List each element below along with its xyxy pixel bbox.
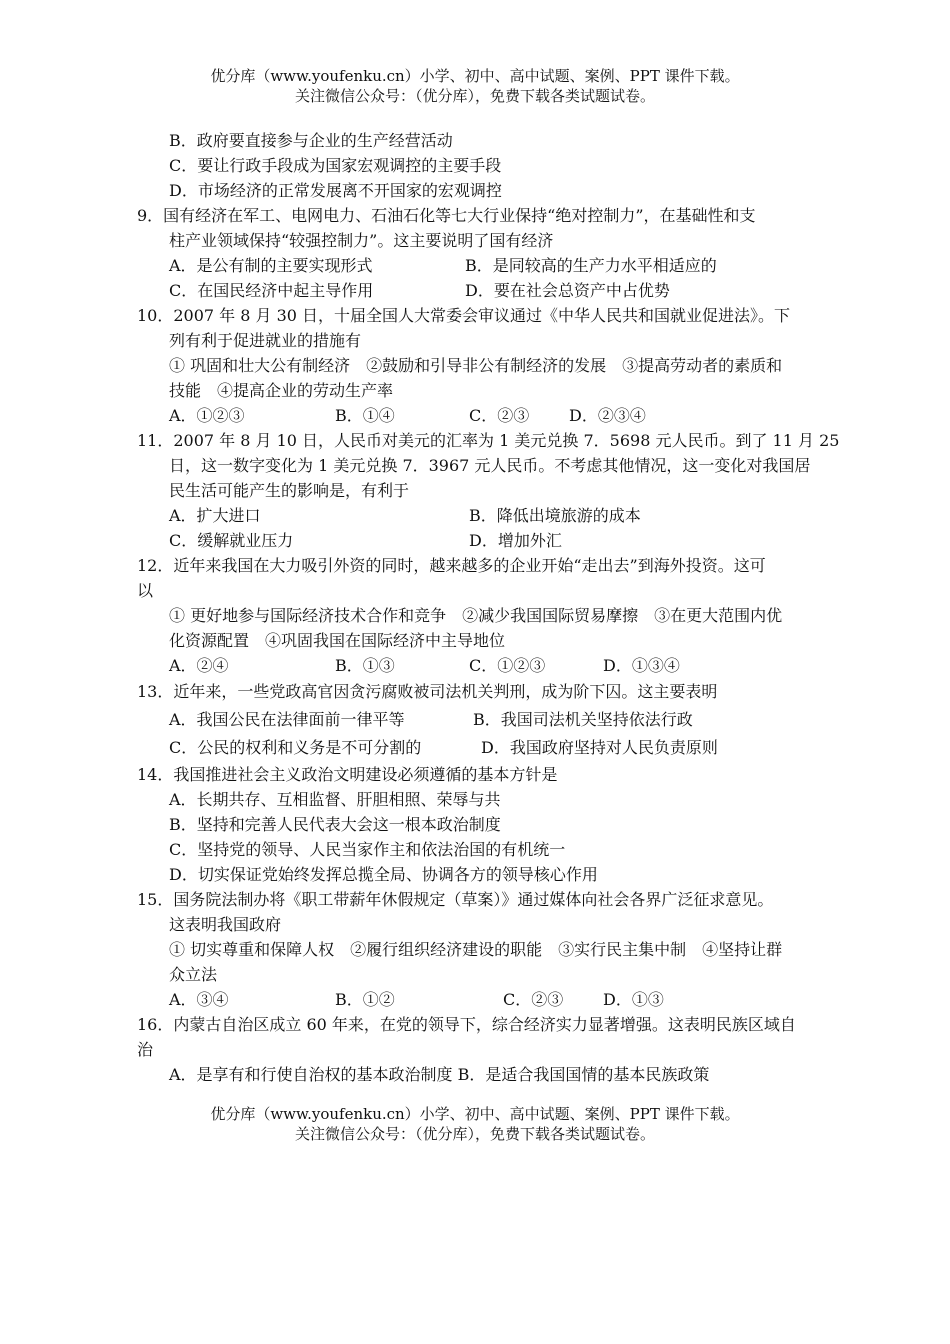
q15-stem-line-1: 15．国务院法制办将《职工带薪年休假规定（草案）》通过媒体向社会各界广泛征求意见。 xyxy=(137,890,774,909)
q15-statements-line-1: ① 切实尊重和保障人权 ②履行组织经济建设的职能 ③实行民主集中制 ④坚持让群 xyxy=(169,940,783,959)
q10-stem-line-2: 列有利于促进就业的措施有 xyxy=(169,331,362,350)
question-16 xyxy=(137,1012,817,1087)
q14-option-d: D．切实保证党始终发挥总揽全局、协调各方的领导核心作用 xyxy=(169,865,598,884)
q13-option-d: D．我国政府坚持对人民负责原则 xyxy=(481,738,718,757)
q10-option-d: D．②③④ xyxy=(569,406,646,425)
q9-stem-line-1: 9．国有经济在军工、电网电力、石油石化等七大行业保持“绝对控制力”，在基础性和支 xyxy=(137,206,756,225)
q11-option-a: A．扩大进口 xyxy=(169,506,261,525)
page-header xyxy=(0,66,950,106)
q13-options-row-2 xyxy=(137,734,817,762)
q9-option-c: C．在国民经济中起主导作用 xyxy=(169,281,374,300)
q13-options-row-1 xyxy=(137,706,817,734)
q12-option-d: D．①③④ xyxy=(603,656,680,675)
q15-options-row xyxy=(137,987,817,1012)
q11-options-row-1 xyxy=(137,503,817,528)
q10-statements-line-1: ① 巩固和壮大公有制经济 ②鼓励和引导非公有制经济的发展 ③提高劳动者的素质和 xyxy=(169,356,783,375)
q12-option-b: B．①③ xyxy=(335,656,395,675)
q9-stem-line-2: 柱产业领域保持“较强控制力”。这主要说明了国有经济 xyxy=(169,231,554,250)
q16-stem-line-1: 16．内蒙古自治区成立 60 年来，在党的领导下，综合经济实力显著增强。这表明民族区域自 xyxy=(137,1015,796,1034)
q15-option-b: B．①② xyxy=(335,990,395,1009)
header-line-2: 关注微信公众号：（优分库），免费下载各类试题试卷。 xyxy=(294,87,655,105)
q16-options-row: A．是享有和行使自治权的基本政治制度 B．是适合我国国情的基本民族政策 xyxy=(169,1065,710,1084)
q15-statements-line-2: 众立法 xyxy=(169,965,218,984)
q9-option-a: A．是公有制的主要实现形式 xyxy=(169,256,373,275)
q12-option-c: C．①②③ xyxy=(469,656,546,675)
footer-line-2: 关注微信公众号：（优分库），免费下载各类试题试卷。 xyxy=(294,1125,655,1143)
q12-statements-line-1: ① 更好地参与国际经济技术合作和竞争 ②减少我国国际贸易摩擦 ③在更大范围内优 xyxy=(169,606,783,625)
q13-option-c: C．公民的权利和义务是不可分割的 xyxy=(169,738,422,757)
q11-options-row-2 xyxy=(137,528,817,553)
q9-options-row-1 xyxy=(137,253,817,278)
footer-line-1: 优分库（www.youfenku.cn）小学、初中、高中试题、案例、PPT 课件下载。 xyxy=(210,1105,740,1123)
question-11 xyxy=(137,428,840,553)
q14-option-c: C．坚持党的领导、人民当家作主和依法治国的有机统一 xyxy=(169,840,566,859)
header-line-1: 优分库（www.youfenku.cn）小学、初中、高中试题、案例、PPT 课件下载。 xyxy=(210,67,740,85)
q8-option-c: C．要让行政手段成为国家宏观调控的主要手段 xyxy=(169,156,502,175)
q11-option-c: C．缓解就业压力 xyxy=(169,531,294,550)
q13-option-b: B．我国司法机关坚持依法行政 xyxy=(473,710,693,729)
question-13 xyxy=(137,678,817,762)
q14-option-a: A．长期共存、互相监督、肝胆相照、荣辱与共 xyxy=(169,790,501,809)
q12-statements-line-2: 化资源配置 ④巩固我国在国际经济中主导地位 xyxy=(169,631,506,650)
question-15 xyxy=(137,887,817,1012)
q11-stem-line-1: 11．2007 年 8 月 10 日，人民币对美元的汇率为 1 美元兑换 7．5698 元人民币。到了 11 月 25 xyxy=(137,431,840,450)
q12-stem-line-2: 以 xyxy=(137,581,154,600)
q15-option-a: A．③④ xyxy=(169,990,229,1009)
q8-option-d: D．市场经济的正常发展离不开国家的宏观调控 xyxy=(169,181,502,200)
q10-statements-line-2: 技能 ④提高企业的劳动生产率 xyxy=(169,381,394,400)
question-8-options xyxy=(137,128,817,203)
q10-option-b: B．①④ xyxy=(335,406,395,425)
q13-stem: 13．近年来，一些党政高官因贪污腐败被司法机关判刑，成为阶下囚。这主要表明 xyxy=(137,682,718,701)
q12-options-row xyxy=(137,653,817,678)
q9-options-row-2 xyxy=(137,278,817,303)
question-14 xyxy=(137,762,817,887)
question-9 xyxy=(137,203,817,303)
q14-option-b: B．坚持和完善人民代表大会这一根本政治制度 xyxy=(169,815,501,834)
q15-stem-line-2: 这表明我国政府 xyxy=(169,915,282,934)
question-10 xyxy=(137,303,817,428)
exam-content xyxy=(137,128,840,1087)
q11-option-b: B．降低出境旅游的成本 xyxy=(469,506,641,525)
q13-option-a: A．我国公民在法律面前一律平等 xyxy=(169,710,405,729)
q15-option-c: C．②③ xyxy=(503,990,564,1009)
q10-option-c: C．②③ xyxy=(469,406,530,425)
q11-stem-line-3: 民生活可能产生的影响是，有利于 xyxy=(169,481,410,500)
question-12 xyxy=(137,553,817,678)
q10-options-row xyxy=(137,403,817,428)
q9-option-d: D．要在社会总资产中占优势 xyxy=(465,281,670,300)
q9-option-b: B．是同较高的生产力水平相适应的 xyxy=(465,256,717,275)
q10-option-a: A．①②③ xyxy=(169,406,245,425)
q14-stem: 14．我国推进社会主义政治文明建设必须遵循的基本方针是 xyxy=(137,765,558,784)
q11-stem-line-2: 日，这一数字变化为 1 美元兑换 7．3967 元人民币。不考虑其他情况，这一变化对我国居 xyxy=(169,456,811,475)
q11-option-d: D．增加外汇 xyxy=(469,531,562,550)
q16-stem-line-2: 治 xyxy=(137,1040,154,1059)
page-footer xyxy=(0,1104,950,1144)
q12-stem-line-1: 12．近年来我国在大力吸引外资的同时，越来越多的企业开始“走出去”到海外投资。这可 xyxy=(137,556,766,575)
q10-stem-line-1: 10．2007 年 8 月 30 日，十届全国人大常委会审议通过《中华人民共和国就业促进法》。下 xyxy=(137,306,791,325)
q15-option-d: D．①③ xyxy=(603,990,664,1009)
q8-option-b: B．政府要直接参与企业的生产经营活动 xyxy=(169,131,453,150)
q12-option-a: A．②④ xyxy=(169,656,229,675)
